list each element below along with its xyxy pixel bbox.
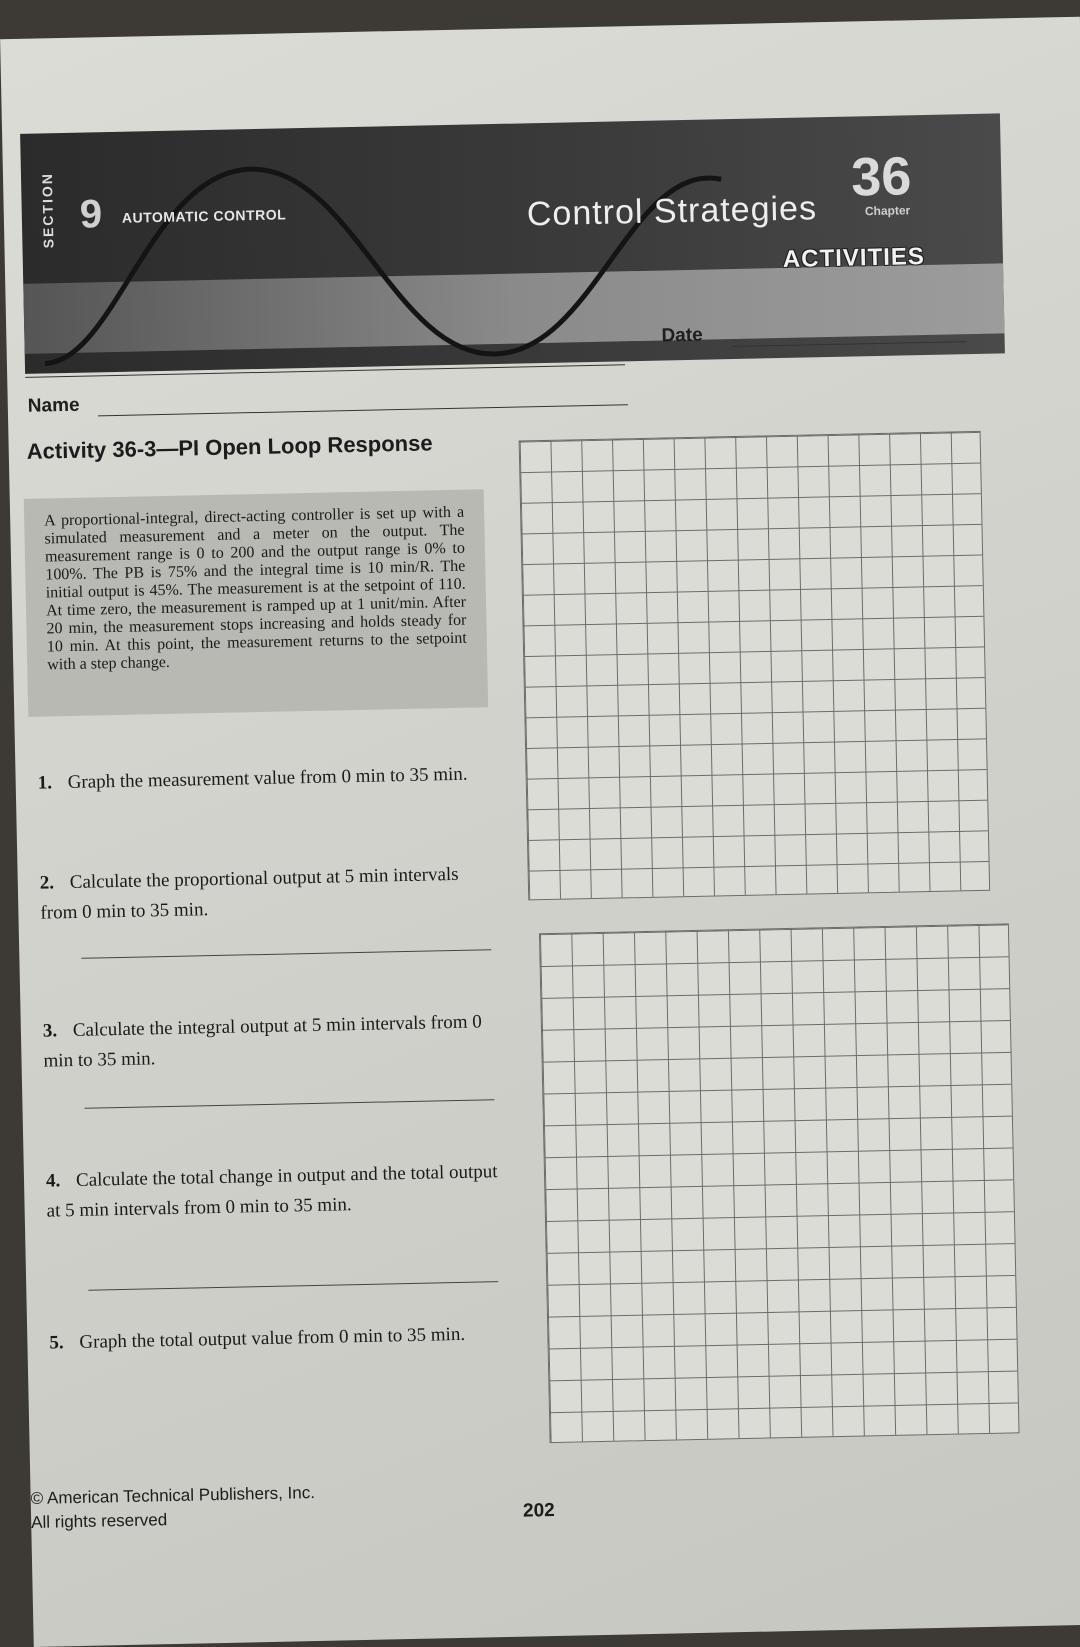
section-title: AUTOMATIC CONTROL [121,206,287,226]
question-5 [49,1319,510,1359]
question-text: Calculate the proportional output at 5 min intervals from 0 min to 35 min. [40,863,459,924]
question-number: 1. [37,772,53,794]
graph-grid-output[interactable] [539,923,1020,1443]
question-1 [37,759,498,799]
answer-line-4[interactable] [88,1281,498,1291]
question-text: Graph the total output value from 0 min to 35 min. [79,1323,466,1353]
question-text: Calculate the total change in output and the total output at 5 min intervals from 0 min to 35 min. [46,1161,498,1222]
date-label: Date [661,324,703,347]
worksheet-page [0,17,1080,1647]
answer-line-2[interactable] [81,949,491,959]
question-text: Graph the measurement value from 0 min to 35 min. [67,763,468,794]
chapter-number: 36 [850,146,912,208]
chapter-title: Control Strategies [526,189,818,234]
activity-title: Activity 36-3—PI Open Loop Response [26,430,433,464]
answer-line-3[interactable] [85,1099,495,1109]
question-number: 5. [49,1332,64,1354]
name-field-line[interactable] [98,404,628,416]
question-text: Calculate the integral output at 5 min intervals from 0 min to 35 min. [43,1011,482,1072]
copyright-text: © American Technical Publishers, Inc. [30,1483,316,1508]
footer-copyright [30,1481,315,1535]
rights-text: All rights reserved [30,1510,168,1532]
question-3 [43,1007,504,1077]
graph-grid-measurement[interactable] [519,431,991,901]
question-4 [46,1157,507,1227]
activity-prompt: A proportional-integral, direct-acting controller is set up with a simulated measurement and a meter on the output. The measurement range is 0 to 200 and the output range is 0% to 100%. The PB is 75% and the integral time is 10 min/R. The initial output is 45%. The measurement is at the setpoint of 110. At time zero, the measurement is ramped up at 1 unit/min. After 20 min, the measurement stops increasing and holds steady for 10 min. At this point, the measurement returns to the setpoint with a step change. [24,489,488,717]
activities-label: ACTIVITIES [782,242,926,273]
question-number: 3. [42,1020,58,1042]
page-number: 202 [522,1500,555,1522]
section-label: SECTION [38,171,57,249]
question-number: 2. [39,872,55,894]
name-label: Name [27,394,80,417]
question-2 [39,859,500,929]
chapter-label: Chapter [864,203,911,219]
question-number: 4. [45,1170,61,1192]
chapter-banner [20,113,1005,373]
section-number: 9 [79,192,103,237]
